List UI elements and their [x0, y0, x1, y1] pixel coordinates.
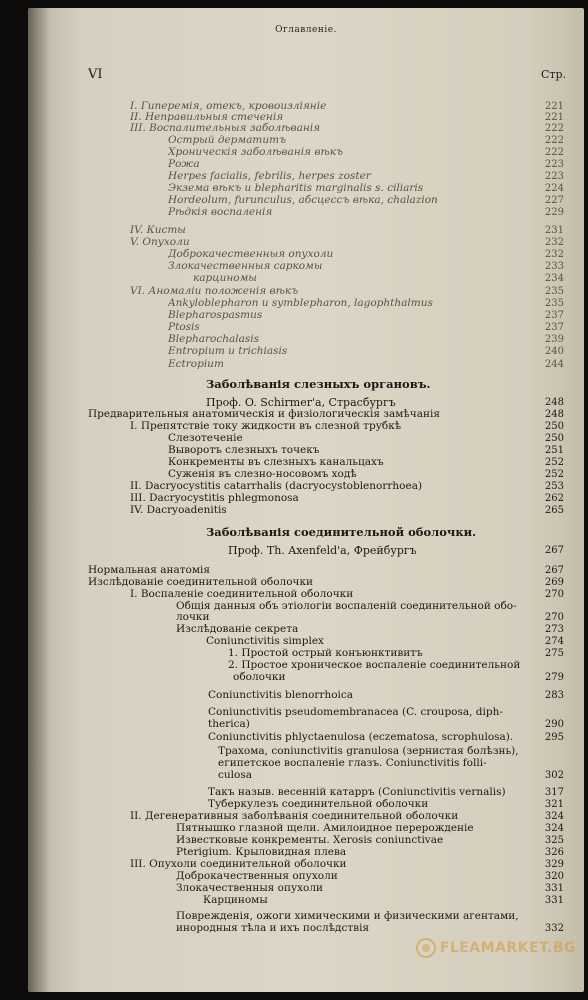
toc-entry-title: карциномы	[193, 272, 257, 284]
toc-entry-title: Coniunctivitis pseudomembranacea (C. crouposa, diph-	[208, 706, 503, 718]
toc-entry-title: Трахома, coniunctivitis granulosa (зернистая болѣзнь),	[218, 745, 519, 757]
toc-entry-title: IV. Dacryoadenitis	[130, 504, 227, 516]
toc-entry-page: 244	[544, 359, 564, 370]
toc-entry-page: 223	[544, 159, 564, 170]
toc-entry-page: 248	[544, 397, 564, 408]
toc-entry-page: 251	[544, 445, 564, 456]
toc-entry-title: Карциномы	[203, 894, 268, 906]
toc-entry-title: Туберкулезъ соединительной оболочки	[208, 798, 429, 810]
toc-entry-page: 235	[544, 298, 564, 309]
toc-entry-title: II. Дегенеративныя заболѣванія соединительной оболочки	[130, 810, 459, 822]
toc-entry-title: инородныя тѣла и ихъ послѣдствія	[176, 922, 370, 934]
toc-entry-page: 262	[544, 493, 564, 504]
toc-entry-page: 222	[544, 123, 564, 134]
toc-entry	[28, 894, 564, 907]
toc-entry-title: Выворотъ слезныхъ точекъ	[168, 444, 320, 456]
toc-entry-page: 237	[544, 310, 564, 321]
watermark-icon	[416, 938, 436, 958]
toc-entry	[28, 358, 564, 371]
toc-entry-page: 250	[544, 421, 564, 432]
toc-entry-page: 326	[544, 847, 564, 858]
toc-entry-title: Herpes facialis, febrilis, herpes zoster	[168, 170, 371, 182]
toc-entry-title: Нормальная анатомія	[88, 564, 211, 576]
toc-entry-page: 320	[544, 871, 564, 882]
toc-entry	[28, 718, 564, 731]
toc-entry-title: оболочки	[233, 671, 286, 683]
toc-entry	[28, 526, 564, 539]
toc-entry-title: Общія данныя объ этіологіи воспаленій соединительной обо-	[176, 600, 517, 612]
toc-entry-page: 283	[544, 690, 564, 701]
toc-entry-title: Поврежденія, ожоги химическими и физическими агентами,	[176, 910, 519, 922]
toc-entry-title: Заболѣванія соединительной оболочки.	[206, 526, 477, 539]
toc-entry	[28, 272, 564, 285]
toc-entry-title: Конкременты въ слезныхъ канальцахъ	[168, 456, 384, 468]
toc-entry	[28, 689, 564, 702]
toc-entry-title: Ankyloblepharon и symblepharon, lagophthalmus	[168, 297, 433, 309]
toc-entry-title: Злокачественныя саркомы	[168, 260, 323, 272]
toc-entry-title: Заболѣванія слезныхъ органовъ.	[206, 378, 431, 391]
toc-entry-page: 221	[544, 112, 564, 123]
toc-entry-page: 233	[544, 261, 564, 272]
toc-entry-page: 295	[544, 732, 564, 743]
toc-entry-title: Рожа	[168, 158, 200, 170]
toc-entry-title: Пятнышко глазной щели. Амилоидное перерожденіе	[176, 822, 474, 834]
toc-entry-page: 253	[544, 481, 564, 492]
page-number: VI	[88, 67, 103, 82]
toc-entry-page: 317	[544, 787, 564, 798]
toc-entry-page: 270	[544, 589, 564, 600]
toc-entry-title: therica)	[208, 718, 250, 730]
toc-entry-page: 250	[544, 433, 564, 444]
toc-entry-title: Рѣдкія воспаленія	[168, 206, 273, 218]
toc-entry-title: Pterigium. Крыловидная плева	[176, 846, 347, 858]
toc-entry-title: Экзема вѣкъ и blepharitis marginalis s. ciliaris	[168, 182, 424, 194]
toc-entry-title: Coniunctivitis phlyctaenulosa (eczematosa, scrophulosa).	[208, 731, 514, 743]
toc-entry	[28, 345, 564, 358]
toc-entry-title: II. Dacryocystitis catarrhalis (dacryocystoblenorrhoea)	[130, 480, 423, 492]
toc-entry-page: 237	[544, 322, 564, 333]
toc-entry-page: 240	[544, 346, 564, 357]
toc-entry-page: 325	[544, 835, 564, 846]
running-head: Оглавленіе.	[275, 25, 337, 35]
toc-entry-title: Entropium и trichiasis	[168, 345, 288, 357]
toc-entry-page: 269	[544, 577, 564, 588]
toc-entry-page: 221	[544, 101, 564, 112]
toc-entry	[28, 922, 564, 935]
toc-entry-page: 329	[544, 859, 564, 870]
toc-entry	[28, 731, 564, 744]
toc-entry	[28, 671, 564, 684]
toc-entry-page: 229	[544, 207, 564, 218]
toc-entry-page: 232	[544, 249, 564, 260]
toc-entry-title: Доброкачественныя опухоли	[176, 870, 338, 882]
toc-entry-page: 331	[544, 883, 564, 894]
page-column-header: Стр.	[540, 68, 566, 81]
toc-entry-page: 252	[544, 469, 564, 480]
toc-entry-title: Изслѣдованіе соединительной оболочки	[88, 576, 314, 588]
toc-entry	[28, 504, 564, 517]
toc-entry-title: Злокачественныя опухоли	[176, 882, 324, 894]
toc-entry-page: 267	[544, 545, 564, 556]
toc-entry-page: 274	[544, 636, 564, 647]
toc-entry-page: 290	[544, 719, 564, 730]
toc-entry-title: Hordeolum, furunculus, абсцессъ вѣка, chalazion	[168, 194, 438, 206]
toc-entry-title: Coniunctivitis blenorrhoica	[208, 689, 354, 701]
toc-entry-page: 324	[544, 811, 564, 822]
toc-entry-page: 265	[544, 505, 564, 516]
toc-entry-title: Суженія въ слезно-носовомъ ходѣ	[168, 468, 357, 480]
toc-entry	[28, 378, 564, 391]
toc-entry-title: Ptosis	[168, 321, 200, 333]
toc-entry-page: 331	[544, 895, 564, 906]
toc-entry-title: Coniunctivitis simplex	[206, 635, 324, 647]
toc-entry-title: I. Препятствіе току жидкости въ слезной трубкѣ	[130, 420, 402, 432]
toc-entry-page: 222	[544, 135, 564, 146]
toc-entry-page: 234	[544, 273, 564, 284]
toc-entry	[28, 769, 564, 782]
toc-entry-title: Blepharospasmus	[168, 309, 263, 321]
watermark-text: FLEAMARKET.BG	[439, 940, 576, 956]
toc-entry-page: 267	[544, 565, 564, 576]
toc-entry-page: 324	[544, 823, 564, 834]
toc-entry-page: 275	[544, 648, 564, 659]
toc-entry-title: Острый дерматитъ	[168, 134, 287, 146]
toc-entry-title: culosa	[218, 769, 252, 781]
toc-entry-page: 235	[544, 286, 564, 297]
toc-entry	[28, 206, 564, 219]
toc-entry-title: лочки	[176, 611, 210, 623]
toc-entry-title: Ectropium	[168, 358, 224, 370]
toc-entry-title: III. Воспалительныя заболѣванія	[130, 122, 321, 134]
toc-entry-page: 231	[544, 225, 564, 236]
toc-entry-title: Blepharochalasis	[168, 333, 260, 345]
toc-entry-page: 270	[544, 612, 564, 623]
toc-entry-title: III. Dacryocystitis phlegmonosa	[130, 492, 299, 504]
toc-entry-title: Предварительныя анатомическія и физіологическія замѣчанія	[88, 408, 440, 420]
toc-entry-page: 248	[544, 409, 564, 420]
toc-entry-title: III. Опухоли соединительной оболочки	[130, 858, 347, 870]
watermark-logo	[416, 938, 576, 958]
toc-entry	[28, 544, 564, 557]
book-page	[28, 8, 584, 992]
toc-entry-title: 1. Простой острый конъюнктивитъ	[228, 647, 423, 659]
toc-entry-page: 321	[544, 799, 564, 810]
toc-entry-title: Известковые конкременты. Xerosis coniunctivae	[176, 834, 444, 846]
toc-entry-page: 239	[544, 334, 564, 345]
toc-entry-title: Изслѣдованіе секрета	[176, 623, 299, 635]
toc-entry-page: 302	[544, 770, 564, 781]
toc-entry-title: V. Опухоли	[130, 236, 190, 248]
toc-entry-page: 224	[544, 183, 564, 194]
toc-entry-title: I. Гиперемія, отекъ, кровоизліяніе	[130, 100, 327, 112]
toc-entry-title: II. Неправильныя стеченія	[130, 111, 284, 123]
toc-entry-title: I. Воспаленіе соединительной оболочки	[130, 588, 354, 600]
toc-entry-page: 332	[544, 923, 564, 934]
toc-entry-title: Слезотеченіе	[168, 432, 243, 444]
toc-entry-title: Проф. O. Schirmer'a, Страсбургъ	[206, 396, 396, 409]
toc-entry-title: 2. Простое хроническое воспаленіе соединительной	[228, 659, 521, 671]
toc-entry-page: 223	[544, 171, 564, 182]
toc-entry-page: 227	[544, 195, 564, 206]
toc-entry-page: 273	[544, 624, 564, 635]
toc-entry-page: 222	[544, 147, 564, 158]
toc-entry-page: 232	[544, 237, 564, 248]
toc-entry-title: Такъ назыв. весенній катарръ (Coniunctivitis vernalis)	[208, 786, 506, 798]
toc-entry-page: 279	[544, 672, 564, 683]
table-of-contents	[28, 86, 584, 986]
toc-entry-title: IV. Кисты	[130, 224, 186, 236]
toc-entry-title: египетское воспаленіе глазъ. Coniunctivitis folli-	[218, 757, 487, 769]
toc-entry-title: VI. Аномаліи положенія вѣкъ	[130, 285, 299, 297]
toc-entry-title: Хроническія заболѣванія вѣкъ	[168, 146, 343, 158]
toc-entry-title: Доброкачественныя опухоли	[168, 248, 334, 260]
toc-entry-page: 252	[544, 457, 564, 468]
toc-entry-title: Проф. Th. Axenfeld'a, Фрейбургъ	[228, 544, 417, 557]
